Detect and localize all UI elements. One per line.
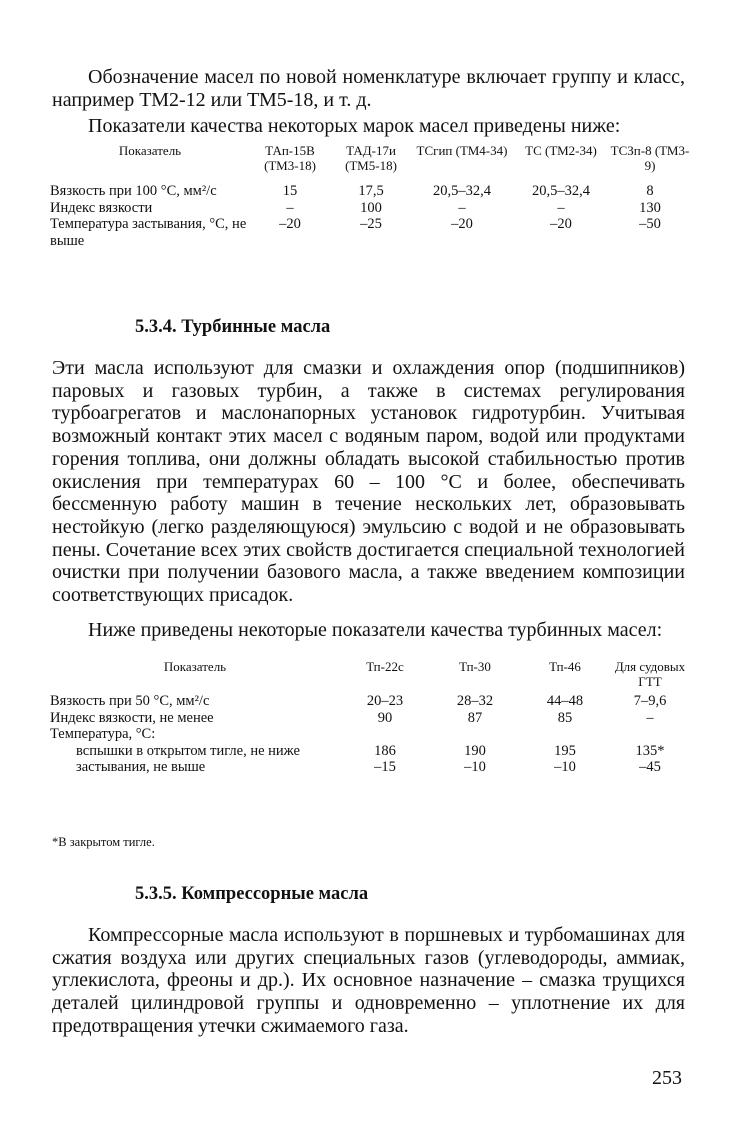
table-cell: –45 [639, 759, 661, 775]
intro-paragraph: Обозначение масел по новой номенклатуре включает группу и класс, например ТМ2-12 или ТМ5-18, и т. д. [52, 66, 685, 111]
column-header: Для судовых ГТТ [614, 659, 686, 689]
table-cell: 20,5–32,4 [433, 183, 491, 199]
table-cell: 186 [374, 742, 396, 759]
column-header: Тп-46 [549, 659, 581, 674]
table-cell: –10 [464, 759, 486, 775]
table-cell: – [458, 199, 466, 216]
table-cell: –10 [554, 759, 576, 775]
column-header: ТСЗп-8 (ТМ3-9) [610, 143, 690, 173]
row-label: застывания, не выше [76, 759, 206, 775]
table-header-row [50, 143, 690, 183]
table-cell: 17,5 [358, 183, 384, 199]
table-footnote: *В закрытом тигле. [52, 835, 155, 849]
table-cell: 20–23 [366, 693, 404, 709]
table-row [50, 200, 690, 217]
column-header: Показатель [163, 659, 227, 674]
column-header: ТСгип (ТМ4-34) [416, 143, 508, 158]
column-header: Тп-22с [366, 659, 404, 674]
table-cell: –15 [374, 759, 396, 775]
section-heading-compressor-oils: 5.3.5. Компрессорные масла [135, 884, 369, 904]
table-cell: –20 [451, 216, 473, 232]
table-cell: 20,5–32,4 [532, 183, 590, 199]
row-label: Индекс вязкости [50, 199, 153, 216]
table-cell: 100 [360, 199, 382, 216]
row-label: вспышки в открытом тигле, не ниже [76, 742, 300, 759]
table-cell: –25 [360, 216, 382, 232]
table-cell: 87 [467, 709, 483, 726]
turbine-table-lead: Ниже приведены некоторые показатели качества турбинных масел: [88, 619, 663, 641]
intro-table-lead: Показатели качества некоторых марок масел приведены ниже: [88, 115, 621, 137]
table-row [50, 726, 690, 743]
table-cell: 190 [464, 742, 486, 759]
table-cell: 90 [377, 709, 393, 726]
table-cell: 8 [646, 183, 654, 199]
column-header: Тп-30 [459, 659, 491, 674]
column-header: ТАД-17и (ТМ5-18) [345, 143, 397, 173]
table-cell: 130 [639, 199, 661, 216]
table-row [50, 216, 690, 249]
column-header: ТС (ТМ2-34) [525, 143, 597, 158]
table-header-row [50, 659, 690, 693]
table-turbine-oils [50, 659, 690, 776]
row-label: Температура застывания, °С, не выше [50, 216, 247, 249]
table-cell: 28–32 [456, 693, 494, 709]
table-transmission-oils [50, 143, 690, 249]
section-heading-turbine-oils: 5.3.4. Турбинные масла [135, 317, 331, 337]
table-row [50, 693, 690, 710]
table-cell [430, 726, 520, 743]
column-header: ТАп-15В (ТМ3-18) [264, 143, 316, 173]
row-label: Вязкость при 50 °С, мм²/с [50, 693, 210, 709]
table-cell: –20 [279, 216, 301, 232]
row-label: Индекс вязкости, не менее [50, 709, 214, 726]
table-row [50, 759, 690, 776]
turbine-oils-paragraph: Эти масла используют для смазки и охлаждения опор (подшипников) паровых и газовых турбин, а также в системах регулирования турбоагрегатов и маслонапорных установок гидротурбин. Учитывая возможный контакт этих масел с водяным паром, водой или продуктами горения топлива, они должны обладать высокой стабильностью против окисления при температурах 60 – 100 °С и более, обеспечивать бессменную работу машин в течение нескольких лет, образовывать нестойкую (легко разделяющуюся) эмульсию с водой и не образовывать пены. Сочетание всех этих свойств достигается специальной технологией очистки при получении базового масла, а также введением композиции соответствующих присадок. [52, 357, 685, 607]
table-cell: 195 [554, 742, 576, 759]
table-cell: 44–48 [546, 693, 584, 709]
table-cell [340, 726, 430, 743]
row-label: Вязкость при 100 °С, мм²/с [50, 183, 217, 199]
compressor-oils-paragraph: Компрессорные масла используют в поршневых и турбомашинах для сжатия воздуха или других специальных газов (углеводороды, аммиак, углекислота, фреоны и др.). Их основное назначение – смазка трущихся деталей цилиндровой группы и одновременно – уплотнение их для предотвращения утечки сжимаемого газа. [52, 924, 685, 1037]
table-cell: – [557, 199, 565, 216]
table-row [50, 710, 690, 727]
table-cell [610, 726, 690, 743]
page-number: 253 [652, 1067, 682, 1089]
table-cell: 7–9,6 [633, 693, 667, 709]
table-cell: –20 [550, 216, 572, 232]
table-row [50, 743, 690, 760]
table-cell: 135* [635, 742, 665, 759]
table-cell [520, 726, 610, 743]
table-cell: 15 [282, 183, 298, 199]
table-cell: – [286, 199, 294, 216]
table-cell: –50 [639, 216, 661, 232]
table-cell: – [646, 709, 654, 726]
table-row [50, 183, 690, 200]
column-header: Показатель [118, 143, 182, 158]
table-cell: 85 [557, 709, 573, 726]
row-label: Температура, °С: [50, 726, 156, 742]
